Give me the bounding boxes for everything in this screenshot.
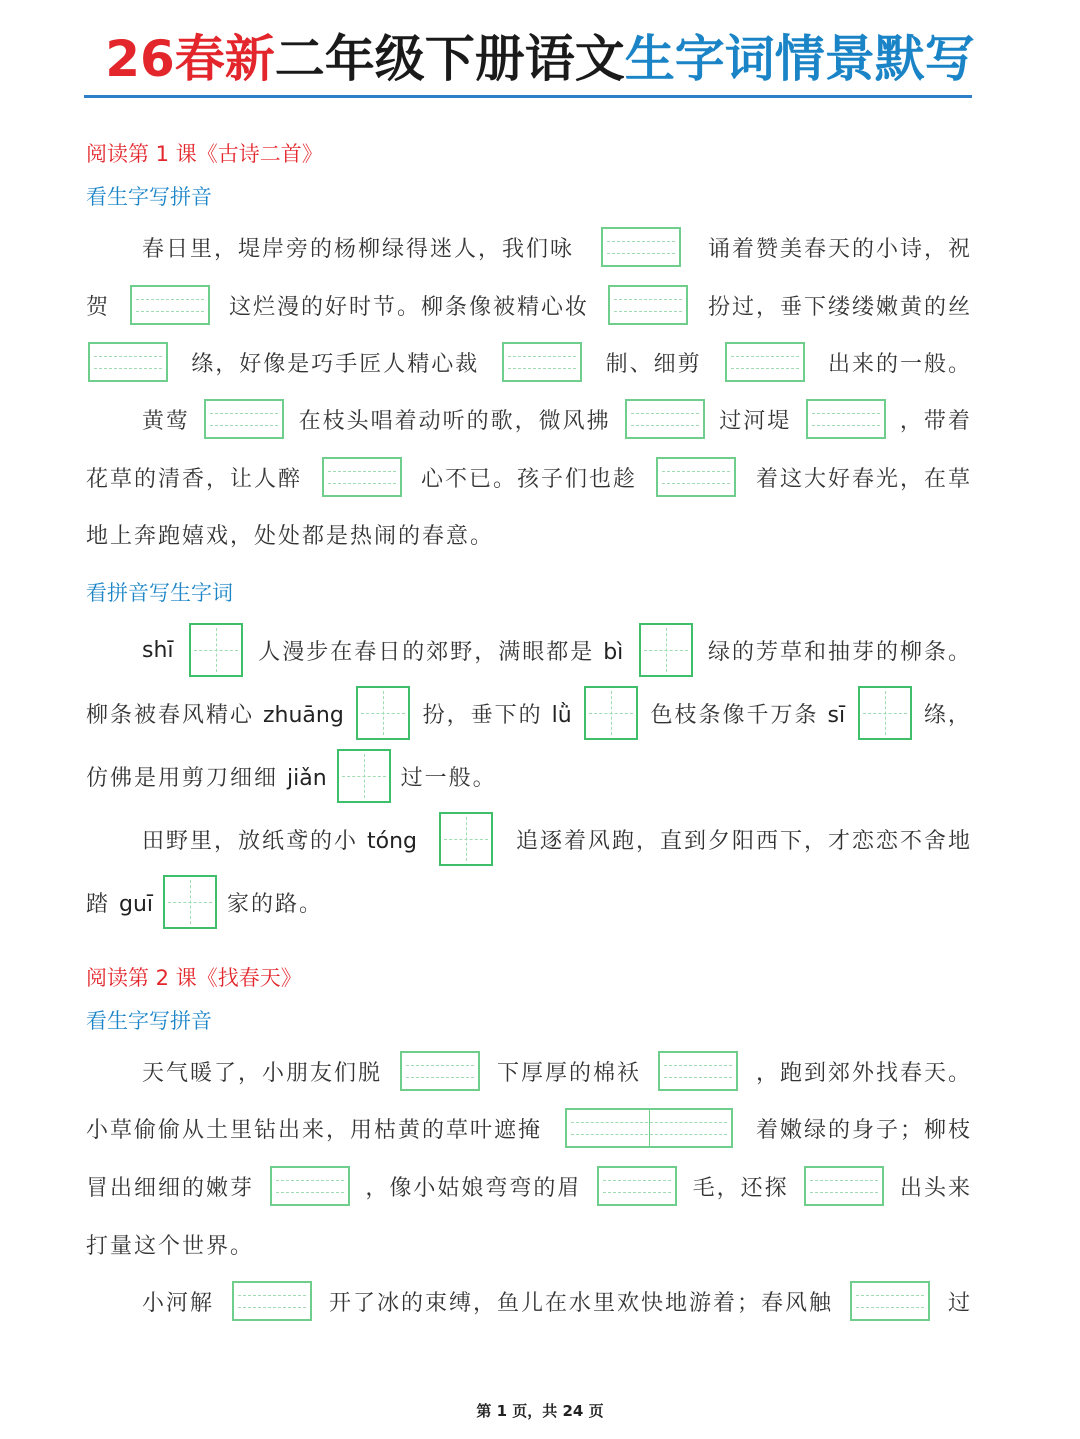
passage-text: ，跑到郊外找春天。	[755, 1060, 972, 1086]
pinyin-answer-box-double[interactable]	[565, 1108, 733, 1148]
pinyin-prompt: sī	[827, 702, 846, 728]
pinyin-answer-box[interactable]	[204, 399, 284, 439]
character-answer-box[interactable]	[163, 875, 217, 929]
character-answer-box[interactable]	[584, 686, 638, 740]
passage-text: ，像小姑娘弯弯的眉	[365, 1175, 582, 1201]
pinyin-answer-box[interactable]	[270, 1166, 350, 1206]
pinyin-prompt: bì	[603, 639, 624, 665]
passage-text: 田野里，放纸鸢的小 tóng	[142, 828, 417, 854]
passage-text: 天气暖了，小朋友们脱	[142, 1060, 383, 1086]
character-answer-box[interactable]	[639, 623, 693, 677]
page-title	[0, 24, 1080, 94]
pinyin-answer-box[interactable]	[656, 457, 736, 497]
pinyin-prompt: jiǎn	[287, 765, 327, 791]
passage-text: 着这大好春光，在草	[755, 466, 972, 492]
passage-text: 过河堤	[719, 408, 792, 434]
page-number: 第 1 页，共 24 页	[476, 1402, 604, 1420]
passage-text: 心不已。孩子们也趁	[420, 466, 637, 492]
passage-text: 绦，	[923, 702, 972, 728]
passage-text: 小河解	[142, 1290, 215, 1316]
passage-text: 绦，好像是巧手匠人精心裁	[191, 351, 480, 377]
pinyin-answer-box[interactable]	[597, 1166, 677, 1206]
passage-text: 家的路。	[227, 891, 324, 917]
passage-text: ，带着	[899, 408, 972, 434]
passage-text: 小草偷偷从土里钻出来，用枯黄的草叶遮掩	[86, 1117, 543, 1143]
title-divider	[84, 95, 972, 98]
passage-text: 毛，还探	[692, 1175, 789, 1201]
pinyin-answer-box[interactable]	[725, 342, 805, 382]
passage-text: 贺	[86, 294, 111, 320]
character-answer-box[interactable]	[337, 749, 391, 803]
pinyin-prompt: zhuāng	[263, 702, 344, 728]
title-part-grade: 26春新	[105, 30, 275, 88]
passage-text: 仿佛是用剪刀细细 jiǎn	[86, 765, 327, 791]
pinyin-answer-box[interactable]	[804, 1166, 884, 1206]
lesson1-task-characters-heading: 看拼音写生字词	[86, 581, 233, 605]
pinyin-prompt: guī	[119, 891, 154, 917]
pinyin-answer-box[interactable]	[400, 1051, 480, 1091]
passage-text: 着嫩绿的身子；柳枝	[755, 1117, 972, 1143]
passage-text: 地上奔跑嬉戏，处处都是热闹的春意。	[86, 523, 495, 549]
passage-line	[86, 874, 972, 930]
passage-text: 绿的芳草和抽芽的柳条。	[707, 639, 972, 665]
passage-line	[142, 219, 972, 275]
passage-text: 诵着赞美春天的小诗，祝	[707, 236, 972, 262]
passage-text: 出头来	[899, 1175, 972, 1201]
title-part-topic: 生字词情景默写	[624, 30, 975, 88]
pinyin-answer-box[interactable]	[130, 285, 210, 325]
passage-text: 冒出细细的嫩芽	[86, 1175, 255, 1201]
pinyin-answer-box[interactable]	[88, 342, 168, 382]
passage-text: 踏 guī	[86, 891, 154, 917]
character-answer-box[interactable]	[356, 686, 410, 740]
pinyin-answer-box[interactable]	[806, 399, 886, 439]
lesson1-task-pinyin-heading: 看生字写拼音	[86, 185, 212, 209]
pinyin-answer-box[interactable]	[322, 457, 402, 497]
passage-line	[86, 1216, 972, 1272]
passage-line	[142, 622, 972, 678]
passage-line	[86, 449, 972, 505]
passage-text: 出来的一般。	[827, 351, 972, 377]
passage-text: 打量这个世界。	[86, 1233, 255, 1259]
passage-text: 扮过，垂下缕缕嫩黄的丝	[707, 294, 972, 320]
pinyin-prompt: lǜ	[551, 702, 572, 728]
passage-text: 追逐着风跑，直到夕阳西下，才恋恋不舍地	[515, 828, 972, 854]
passage-text: 这烂漫的好时节。柳条像被精心妆	[228, 294, 589, 320]
pinyin-answer-box[interactable]	[232, 1281, 312, 1321]
passage-line	[142, 811, 972, 867]
character-answer-box[interactable]	[439, 812, 493, 866]
passage-text: 下厚厚的棉袄	[496, 1060, 641, 1086]
passage-line	[86, 277, 972, 333]
lesson2-task-pinyin-heading: 看生字写拼音	[86, 1009, 212, 1033]
passage-text: 黄莺	[142, 408, 191, 434]
title-part-book: 二年级下册语文	[274, 30, 625, 88]
pinyin-answer-box[interactable]	[625, 399, 705, 439]
passage-line	[142, 1273, 972, 1329]
lesson2-heading: 阅读第 2 课《找春天》	[86, 966, 302, 990]
passage-text: 过	[947, 1290, 972, 1316]
passage-line	[86, 334, 972, 390]
passage-text: 在枝头唱着动听的歌，微风拂	[298, 408, 611, 434]
pinyin-answer-box[interactable]	[850, 1281, 930, 1321]
character-answer-box[interactable]	[189, 623, 243, 677]
pinyin-answer-box[interactable]	[608, 285, 688, 325]
passage-line	[86, 748, 972, 804]
lesson1-heading: 阅读第 1 课《古诗二首》	[86, 142, 323, 166]
passage-line	[142, 1043, 972, 1099]
pinyin-prompt: tóng	[367, 828, 417, 854]
passage-text: 制、细剪	[605, 351, 702, 377]
passage-text: 色枝条像千万条 sī	[650, 702, 846, 728]
passage-line	[86, 506, 972, 562]
pinyin-answer-box[interactable]	[601, 227, 681, 267]
passage-line	[86, 1158, 972, 1214]
passage-text: 人漫步在春日的郊野，满眼都是 bì	[258, 639, 624, 665]
passage-text: 扮，垂下的 lǜ	[422, 702, 572, 728]
passage-text: 柳条被春风精心 zhuāng	[86, 702, 344, 728]
passage-text: 开了冰的束缚，鱼儿在水里欢快地游着；春风触	[328, 1290, 833, 1316]
character-answer-box[interactable]	[858, 686, 912, 740]
pinyin-answer-box[interactable]	[658, 1051, 738, 1091]
passage-text: 春日里，堤岸旁的杨柳绿得迷人，我们咏	[142, 236, 575, 262]
passage-text: shī	[142, 637, 174, 663]
passage-text: 花草的清香，让人醉	[86, 466, 303, 492]
passage-line	[142, 391, 972, 447]
passage-line	[86, 1100, 972, 1156]
passage-line	[86, 685, 972, 741]
pinyin-answer-box[interactable]	[502, 342, 582, 382]
passage-text: 过一般。	[400, 765, 497, 791]
